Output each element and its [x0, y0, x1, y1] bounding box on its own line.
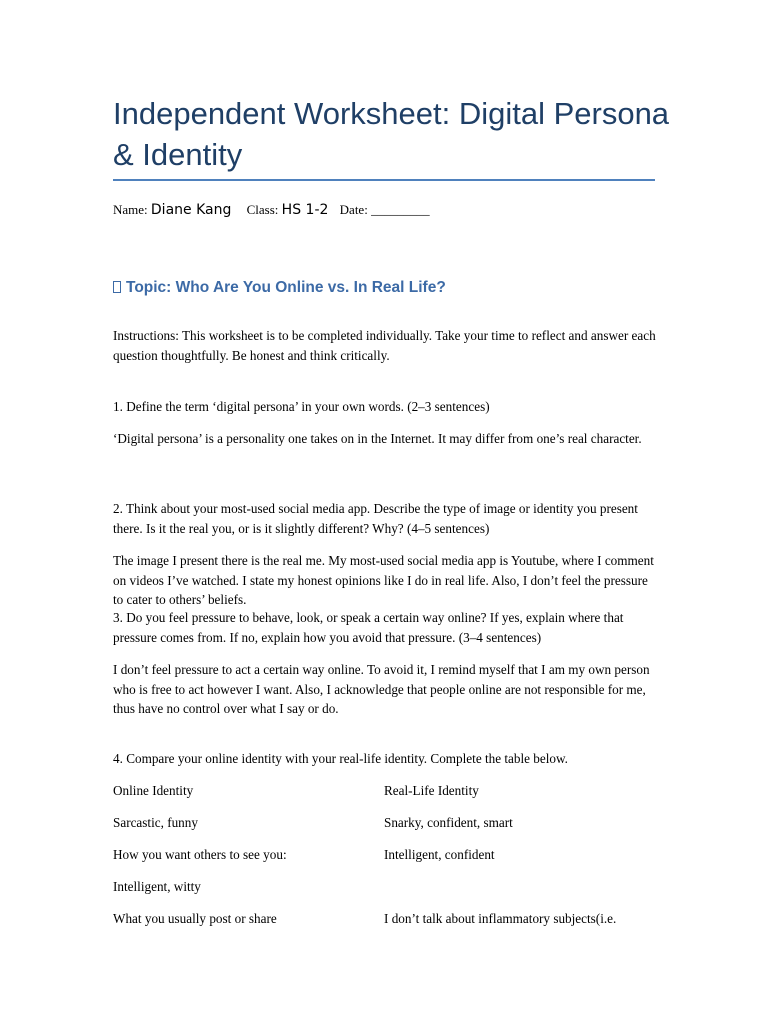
answer-2: The image I present there is the real me. My most-used social media app is Youtube, where I comment on videos I’ve watched. I state my honest opinions like I do in real life. Also, I don’t feel the pressure to cater to others’ beliefs. — [113, 553, 654, 607]
table-cell-online: Intelligent, witty — [113, 879, 201, 894]
student-info-line — [113, 201, 430, 219]
question-1: 1. Define the term ‘digital persona’ in your own words. (2–3 sentences) — [113, 399, 490, 414]
table-cell-real: Intelligent, confident — [384, 847, 495, 862]
table-header-real: Real-Life Identity — [384, 783, 479, 798]
question-3: 3. Do you feel pressure to behave, look, or speak a certain way online? If yes, explain where that pressure comes from. If no, explain how you avoid that pressure. (3–4 sentences) — [113, 610, 624, 645]
date-value: _________ — [371, 202, 430, 217]
question-2: 2. Think about your most-used social media app. Describe the type of image or identity you present there. Is it the real you, or is it slightly different? Why? (4–5 sentences) — [113, 501, 638, 536]
answer-1: ‘Digital persona’ is a personality one takes on in the Internet. It may differ from one’s real character. — [113, 431, 642, 446]
instructions-text: Instructions: This worksheet is to be completed individually. Take your time to reflect and answer each question thoughtfully. Be honest and think critically. — [113, 328, 656, 363]
title-divider — [113, 179, 655, 181]
question-4: 4. Compare your online identity with your real-life identity. Complete the table below. — [113, 751, 568, 766]
topic-text: Topic: Who Are You Online vs. In Real Life? — [126, 279, 446, 296]
class-value: HS 1-2 — [281, 202, 329, 218]
page-title: Independent Worksheet: Digital Persona & Identity — [113, 96, 670, 172]
table-cell-real: Snarky, confident, smart — [384, 815, 513, 830]
answer-3: I don’t feel pressure to act a certain way online. To avoid it, I remind myself that I am my own person who is free to act however I want. Also, I acknowledge that people online are not responsible for me, thus have no control over what I say or do. — [113, 662, 650, 716]
table-cell-online: Sarcastic, funny — [113, 815, 198, 830]
name-label: Name: — [113, 202, 148, 217]
class-label: Class: — [246, 202, 279, 217]
missing-glyph-icon — [113, 281, 121, 293]
date-label: Date: — [339, 202, 368, 217]
topic-heading — [113, 278, 446, 298]
table-header-online: Online Identity — [113, 783, 194, 798]
name-value: Diane Kang — [150, 202, 232, 218]
table-cell-online: What you usually post or share — [113, 911, 277, 926]
table-cell-real: I don’t talk about inflammatory subjects(i.e. — [384, 911, 617, 926]
table-cell-online: How you want others to see you: — [113, 847, 287, 862]
